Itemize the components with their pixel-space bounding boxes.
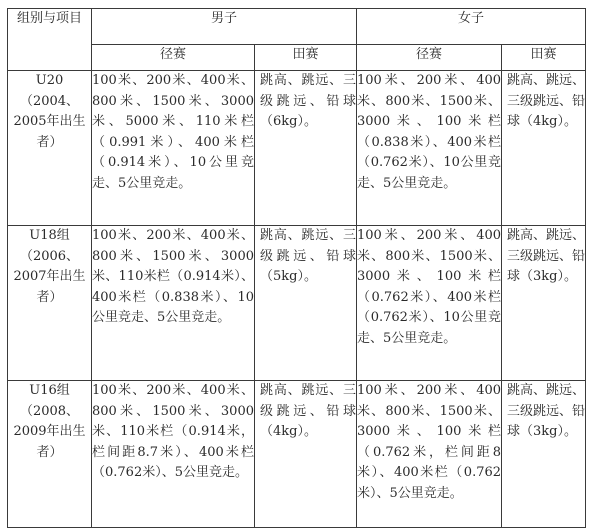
group-label: U16组（2008、2009年出生者） [8,381,92,528]
men-track-events: 100米、200米、400米、800米、1500米、3000米、5000米、110米栏（0.991米）、400米栏（0.914米）、10公里竞走、5公里竞走。 [92,71,255,226]
women-track-header: 径赛 [357,45,502,71]
women-track-events: 100米、200米、400米、800米、1500米、3000米、100米栏（0.838米）、400米栏（0.762米）、10公里竞走、5公里竞走。 [357,71,502,226]
women-track-events: 100米、200米、400米、800米、1500米、3000米、100米栏（0.762米）、400米栏（0.762米）、10公里竞走、5公里竞走。 [357,226,502,381]
table-row-u20 [8,71,586,226]
group-label: U20（2004、2005年出生者） [8,71,92,226]
men-track-header: 径赛 [92,45,255,71]
group-item-header: 组别与项目 [8,9,92,71]
men-field-events: 跳高、跳远、三级跳远、铅球（5kg）。 [255,226,357,381]
men-field-events: 跳高、跳远、三级跳远、铅球（6kg）。 [255,71,357,226]
group-label: U18组（2006、2007年出生者） [8,226,92,381]
header-row-category [8,45,586,71]
women-field-events: 跳高、跳远、三级跳远、铅球（3kg）。 [502,381,586,528]
table-row-u16 [8,381,586,528]
men-field-events: 跳高、跳远、三级跳远、铅球（4kg）。 [255,381,357,528]
women-field-events: 跳高、跳远、三级跳远、铅球（3kg）。 [502,226,586,381]
table-row-u18 [8,226,586,381]
women-header: 女子 [357,9,586,45]
men-track-events: 100米、200米、400米、800米、1500米、3000米、110米栏（0.914米）、400米栏（0.838米）、10公里竞走、5公里竞走。 [92,226,255,381]
events-table [7,8,586,528]
men-header: 男子 [92,9,357,45]
men-track-events: 100米、200米、400米、800米、1500米、3000米、110米栏（0.914米，栏间距8.7米）、400米栏（0.762米）、5公里竞走。 [92,381,255,528]
header-row-gender [8,9,586,45]
men-field-header: 田赛 [255,45,357,71]
women-field-header: 田赛 [502,45,586,71]
women-field-events: 跳高、跳远、三级跳远、铅球（4kg）。 [502,71,586,226]
women-track-events: 100米、200米、400米、800米、1500米、3000米、100米栏（0.762米，栏间距8米）、400米栏（0.762米）、5公里竞走。 [357,381,502,528]
